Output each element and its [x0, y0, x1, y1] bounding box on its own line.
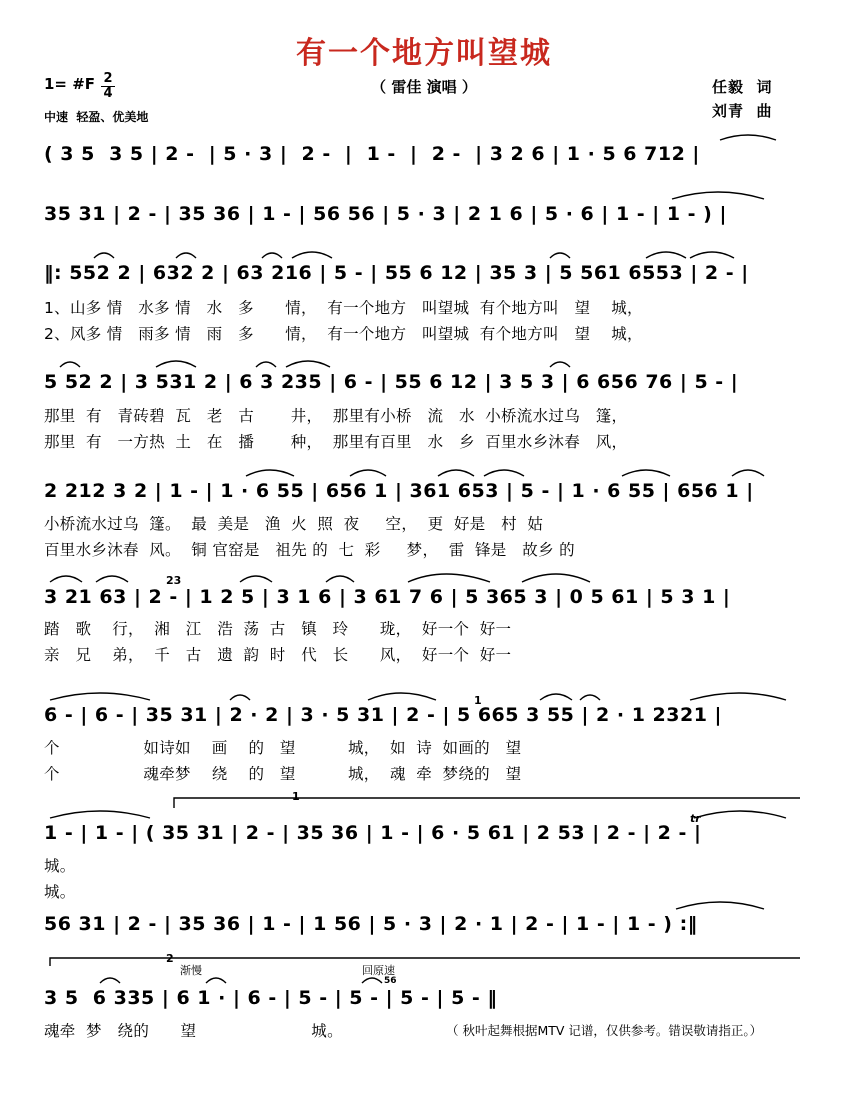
lyrics-row-4-verse-1: 那里 有 青砖碧 瓦 老 古 井， 那里有小桥 流 水 小桥流水过乌 篷， [44, 407, 628, 425]
slur [292, 252, 332, 258]
first-ending-label: 1 [292, 790, 300, 803]
transcription-note: （ 秋叶起舞根据MTV 记谱，仅供参考。错误敬请指正。） [446, 1023, 763, 1038]
lyrics-row-10: 魂牵 梦 绕的 望 城。 [44, 1022, 343, 1040]
trill-mark: tr [690, 812, 701, 825]
lyrics-row-8-verse-1: 城。 [44, 857, 76, 875]
slur [156, 361, 196, 367]
slur [484, 470, 524, 476]
a-tempo-mark: 回原速 [362, 964, 395, 977]
grace-note-row-10: 56 [384, 976, 397, 986]
score-row-10: 3 5 6 335 | 6 1 · | 6 - | 5 - | 5 - | 5 - | 5 - ‖ [44, 987, 498, 1009]
slur [246, 470, 294, 476]
score-row-2: 35 31 | 2 - | 35 36 | 1 - | 56 56 | 5 · 3 | 2 1 6 | 5 · 6 | 1 - | 1 - ) | [44, 203, 727, 225]
first-ending-bracket [174, 798, 800, 808]
slur [256, 362, 276, 367]
slur [646, 252, 686, 258]
slur [690, 252, 734, 258]
slur [326, 576, 354, 582]
slur [690, 693, 786, 700]
lyrics-row-5-verse-2: 百里水乡沐春 风。 铜 官窑是 祖先 的 七 彩 梦， 雷 锋是 故乡 的 [44, 541, 575, 559]
slur [50, 693, 150, 700]
slur [550, 253, 570, 258]
slur [732, 470, 764, 476]
slur [580, 695, 600, 700]
slur [230, 695, 250, 700]
lyricist-credit: 任毅 词 [712, 78, 773, 96]
key-signature: 1= #F [44, 75, 96, 93]
score-row-7: 6 - | 6 - | 35 31 | 2 · 2 | 3 · 5 31 | 2 - | 5 665 3 55 | 2 · 1 2321 | [44, 704, 722, 726]
score-row-6: 3 21 63 | 2 - | 1 2 5 | 3 1 6 | 3 61 7 6 | 5 365 3 | 0 5 61 | 5 3 1 | [44, 586, 731, 608]
slur [176, 253, 196, 258]
slur [206, 978, 226, 983]
composer-credit: 刘青 曲 [712, 102, 773, 120]
time-signature-top: 2 [103, 71, 113, 86]
lyrics-row-5-verse-1: 小桥流水过乌 篷。 最 美是 渔 火 照 夜 空， 更 好是 村 姑 [44, 515, 544, 533]
lyrics-row-7-verse-2: 个 魂牵梦 绕 的 望 城， 魂 牵 梦绕的 望 [44, 765, 522, 783]
slur [408, 574, 490, 582]
second-ending-bracket [50, 958, 800, 966]
lyrics-row-6-verse-1: 踏 歌 行， 湘 江 浩 荡 古 镇 玲 珑， 好一个 好一 [44, 620, 512, 638]
slur [694, 811, 786, 818]
score-row-9: 56 31 | 2 - | 35 36 | 1 - | 1 56 | 5 · 3 | 2 · 1 | 2 - | 1 - | 1 - ) :‖ [44, 913, 698, 935]
lyrics-row-3-verse-2: 2、风多 情 雨多 情 雨 多 情， 有一个地方 叫望城 有个地方叫 望 城， [44, 325, 643, 343]
slur [622, 470, 670, 476]
slur [672, 192, 764, 199]
score-row-8: 1 - | 1 - | ( 35 31 | 2 - | 35 36 | 1 - | 6 · 5 61 | 2 53 | 2 - | 2 - | [44, 822, 702, 844]
slur [540, 694, 572, 700]
second-ending-label: 2 [166, 952, 174, 965]
slur [438, 470, 474, 476]
slur [262, 253, 282, 258]
song-title: 有一个地方叫望城 [296, 36, 552, 71]
tempo-marking: 中速 轻盈、优美地 [44, 110, 149, 124]
ritardando-mark: 渐慢 [180, 964, 202, 977]
score-row-1: ( 3 5 3 5 | 2 - | 5 · 3 | 2 - | 1 - | 2 - | 3 2 6 | 1 · 5 6 712 | [44, 143, 700, 165]
slur [286, 361, 330, 367]
slur [368, 693, 436, 700]
slur [362, 978, 382, 983]
time-signature-bottom: 4 [103, 86, 113, 101]
slur [350, 470, 386, 476]
slur [550, 362, 570, 367]
lyrics-row-6-verse-2: 亲 兄 弟， 千 古 遗 韵 时 代 长 风， 好一个 好一 [44, 646, 512, 664]
score-row-5: 2 212 3 2 | 1 - | 1 · 6 55 | 656 1 | 361 653 | 5 - | 1 · 6 55 | 656 1 | [44, 480, 754, 502]
lyrics-row-3-verse-1: 1、山多 情 水多 情 水 多 情， 有一个地方 叫望城 有个地方叫 望 城， [44, 299, 643, 317]
slur [96, 576, 128, 582]
slur [50, 576, 82, 582]
slur [522, 574, 590, 582]
lyrics-row-8-verse-2: 城。 [44, 883, 76, 901]
lyrics-row-4-verse-2: 那里 有 一方热 土 在 播 种， 那里有百里 水 乡 百里水乡沐春 风， [44, 433, 628, 451]
grace-note-row-6: 23 [166, 574, 182, 587]
grace-note-row-7: 1 [474, 694, 482, 707]
slur [50, 811, 150, 818]
score-row-4: 5 52 2 | 3 531 2 | 6 3 235 | 6 - | 55 6 12 | 3 5 3 | 6 656 76 | 5 - | [44, 371, 739, 393]
slur [240, 576, 272, 582]
slur [676, 902, 764, 909]
lyrics-row-7-verse-1: 个 如诗如 画 的 望 城， 如 诗 如画的 望 [44, 739, 522, 757]
slur [720, 135, 776, 140]
slur [100, 978, 120, 983]
singer-credit: （ 雷佳 演唱 ） [371, 78, 477, 96]
slur [60, 362, 80, 367]
slur [94, 253, 114, 258]
score-row-3: ‖: 552 2 | 632 2 | 63 216 | 5 - | 55 6 12 | 35 3 | 5 561 6553 | 2 - | [44, 262, 749, 284]
time-signature [100, 72, 116, 101]
